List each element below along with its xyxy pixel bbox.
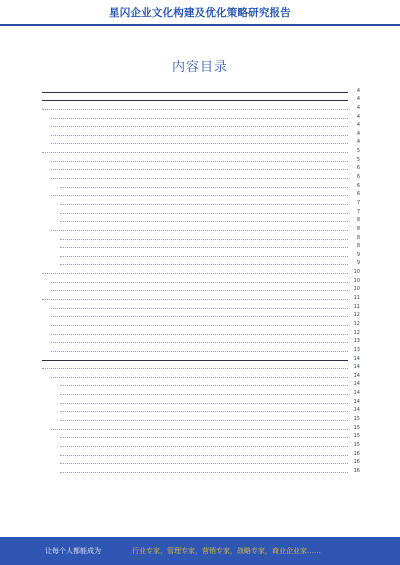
toc-page-number: 4 <box>356 122 360 129</box>
page-footer <box>0 537 400 565</box>
toc-dot-leader <box>60 187 348 188</box>
toc-entry[interactable] <box>40 112 360 121</box>
toc-dot-leader <box>60 403 348 404</box>
toc-page-number: 16 <box>353 450 360 457</box>
toc-dot-leader <box>60 472 348 473</box>
toc-dot-leader <box>60 221 348 222</box>
toc-dot-leader <box>51 308 348 309</box>
toc-entry[interactable] <box>40 164 360 173</box>
toc-dot-leader <box>51 429 348 430</box>
toc-entry[interactable] <box>40 414 360 423</box>
toc-chapter-entry[interactable] <box>40 354 360 363</box>
toc-dot-leader <box>51 334 348 335</box>
toc-page-number: 14 <box>353 390 360 397</box>
toc-dot-leader <box>42 152 348 153</box>
toc-page-number: 16 <box>353 459 360 466</box>
toc-entry[interactable] <box>40 224 360 233</box>
toc-page-number: 8 <box>356 243 360 250</box>
toc-dot-leader <box>42 273 348 274</box>
toc-page-number: 15 <box>353 424 360 431</box>
toc-page-number: 11 <box>353 295 360 302</box>
toc-dot-leader <box>51 161 348 162</box>
toc-dot-leader <box>51 118 348 119</box>
toc-entry[interactable] <box>40 328 360 337</box>
toc-entry[interactable] <box>40 250 360 259</box>
toc-entry[interactable] <box>40 449 360 458</box>
toc-dot-leader <box>60 463 348 464</box>
toc-entry[interactable] <box>40 432 360 441</box>
toc-entry[interactable] <box>40 345 360 354</box>
toc-dot-leader <box>42 368 348 369</box>
toc-dot-leader <box>60 247 348 248</box>
toc-page-number: 6 <box>356 182 360 189</box>
toc-entry[interactable] <box>40 458 360 467</box>
toc-dot-leader <box>60 411 348 412</box>
toc-entry[interactable] <box>40 319 360 328</box>
toc-entry[interactable] <box>40 466 360 475</box>
toc-entry[interactable] <box>40 311 360 320</box>
toc-page-number: 4 <box>356 139 360 146</box>
toc-page-number: 7 <box>356 208 360 215</box>
toc-dot-leader <box>51 169 348 170</box>
toc-page-number: 9 <box>356 251 360 258</box>
toc-entry[interactable] <box>40 363 360 372</box>
toc-page-number: 14 <box>353 407 360 414</box>
toc-page-number: 15 <box>353 415 360 422</box>
toc-entry[interactable] <box>40 190 360 199</box>
toc-entry[interactable] <box>40 207 360 216</box>
toc-dot-leader <box>51 230 348 231</box>
report-title: 星闪企业文化构建及优化策略研究报告 <box>109 7 291 19</box>
toc-dot-leader <box>51 195 348 196</box>
toc-entry[interactable] <box>40 302 360 311</box>
page-header <box>0 0 400 26</box>
toc-dot-leader <box>51 377 348 378</box>
toc-dot-leader <box>60 420 348 421</box>
toc-entry[interactable] <box>40 233 360 242</box>
toc-page-number: 4 <box>356 96 360 103</box>
toc-entry[interactable] <box>40 216 360 225</box>
toc-page-number: 6 <box>356 174 360 181</box>
toc-dot-leader <box>60 446 348 447</box>
toc-page-number: 8 <box>356 225 360 232</box>
toc-dot-leader <box>51 316 348 317</box>
toc-dot-leader <box>42 109 348 110</box>
toc-page-number: 14 <box>353 355 360 362</box>
toc-entry[interactable] <box>40 103 360 112</box>
toc-page-number: 5 <box>356 148 360 155</box>
toc-page-number: 5 <box>356 156 360 163</box>
toc-dot-leader <box>60 385 348 386</box>
toc-page-number: 10 <box>353 286 360 293</box>
toc-dot-leader <box>60 204 348 205</box>
toc-dot-leader <box>51 143 348 144</box>
toc-entry[interactable] <box>40 198 360 207</box>
toc-dot-leader <box>60 394 348 395</box>
toc-page-number: 9 <box>356 260 360 267</box>
toc-page-number: 6 <box>356 165 360 172</box>
toc-entry[interactable] <box>40 259 360 268</box>
footer-slogan-left: 让每个人都能成为 <box>45 547 101 555</box>
toc-entry[interactable] <box>40 267 360 276</box>
toc-entry[interactable] <box>40 397 360 406</box>
toc-page-number: 7 <box>356 199 360 206</box>
toc-page-number: 13 <box>353 346 360 353</box>
toc-page-number: 4 <box>356 113 360 120</box>
toc-entry[interactable] <box>40 388 360 397</box>
toc-page-number: 4 <box>356 87 360 94</box>
toc-page-number: 13 <box>353 338 360 345</box>
toc-dot-leader <box>51 351 348 352</box>
toc-page-number: 4 <box>356 104 360 111</box>
toc-page-number: 10 <box>353 269 360 276</box>
toc-entry[interactable] <box>40 293 360 302</box>
footer-slogan-right: 行业专家，管理专家，营销专家，战略专家，商业企业家…… <box>132 547 321 555</box>
toc-entry[interactable] <box>40 121 360 130</box>
toc-page-number: 14 <box>353 398 360 405</box>
toc-entry[interactable] <box>40 155 360 164</box>
toc-dot-leader <box>60 239 348 240</box>
toc-dot-leader <box>42 299 348 300</box>
toc-page-number: 10 <box>353 277 360 284</box>
toc-page-number: 11 <box>353 303 360 310</box>
toc-entry[interactable] <box>40 406 360 415</box>
toc-dot-leader <box>60 455 348 456</box>
toc-page-number: 16 <box>353 467 360 474</box>
toc-entry[interactable] <box>40 129 360 138</box>
toc-entry[interactable] <box>40 371 360 380</box>
toc-heading: 内容目录 <box>171 60 228 75</box>
toc-page-number: 6 <box>356 191 360 198</box>
toc-entry[interactable] <box>40 337 360 346</box>
toc-entry[interactable] <box>40 146 360 155</box>
toc-dot-leader <box>60 256 348 257</box>
toc-dot-leader <box>51 290 348 291</box>
table-of-contents <box>40 86 360 526</box>
toc-dot-leader <box>42 360 348 361</box>
toc-entry[interactable] <box>40 423 360 432</box>
toc-dot-leader <box>60 264 348 265</box>
toc-entry[interactable] <box>40 181 360 190</box>
toc-entry[interactable] <box>40 242 360 251</box>
toc-dot-leader <box>51 325 348 326</box>
toc-page-number: 8 <box>356 234 360 241</box>
toc-entry[interactable] <box>40 138 360 147</box>
toc-dot-leader <box>51 282 348 283</box>
toc-dot-leader <box>51 178 348 179</box>
toc-dot-leader <box>51 342 348 343</box>
toc-page-number: 8 <box>356 217 360 224</box>
toc-chapter-entry[interactable] <box>40 86 360 95</box>
toc-dot-leader <box>51 126 348 127</box>
toc-page-number: 14 <box>353 364 360 371</box>
toc-page-number: 12 <box>353 312 360 319</box>
toc-entry[interactable] <box>40 276 360 285</box>
toc-chapter-entry[interactable] <box>40 95 360 104</box>
toc-page-number: 12 <box>353 320 360 327</box>
toc-page-number: 4 <box>356 130 360 137</box>
toc-page-number: 12 <box>353 329 360 336</box>
toc-page-number: 15 <box>353 441 360 448</box>
toc-entry[interactable] <box>40 440 360 449</box>
toc-page-number: 14 <box>353 372 360 379</box>
toc-entry[interactable] <box>40 380 360 389</box>
toc-dot-leader <box>51 135 348 136</box>
toc-entry[interactable] <box>40 285 360 294</box>
toc-dot-leader <box>60 213 348 214</box>
toc-dot-leader <box>42 100 348 101</box>
toc-dot-leader <box>60 437 348 438</box>
toc-dot-leader <box>42 92 348 93</box>
toc-page-number: 14 <box>353 381 360 388</box>
toc-entry[interactable] <box>40 172 360 181</box>
toc-page-number: 15 <box>353 433 360 440</box>
